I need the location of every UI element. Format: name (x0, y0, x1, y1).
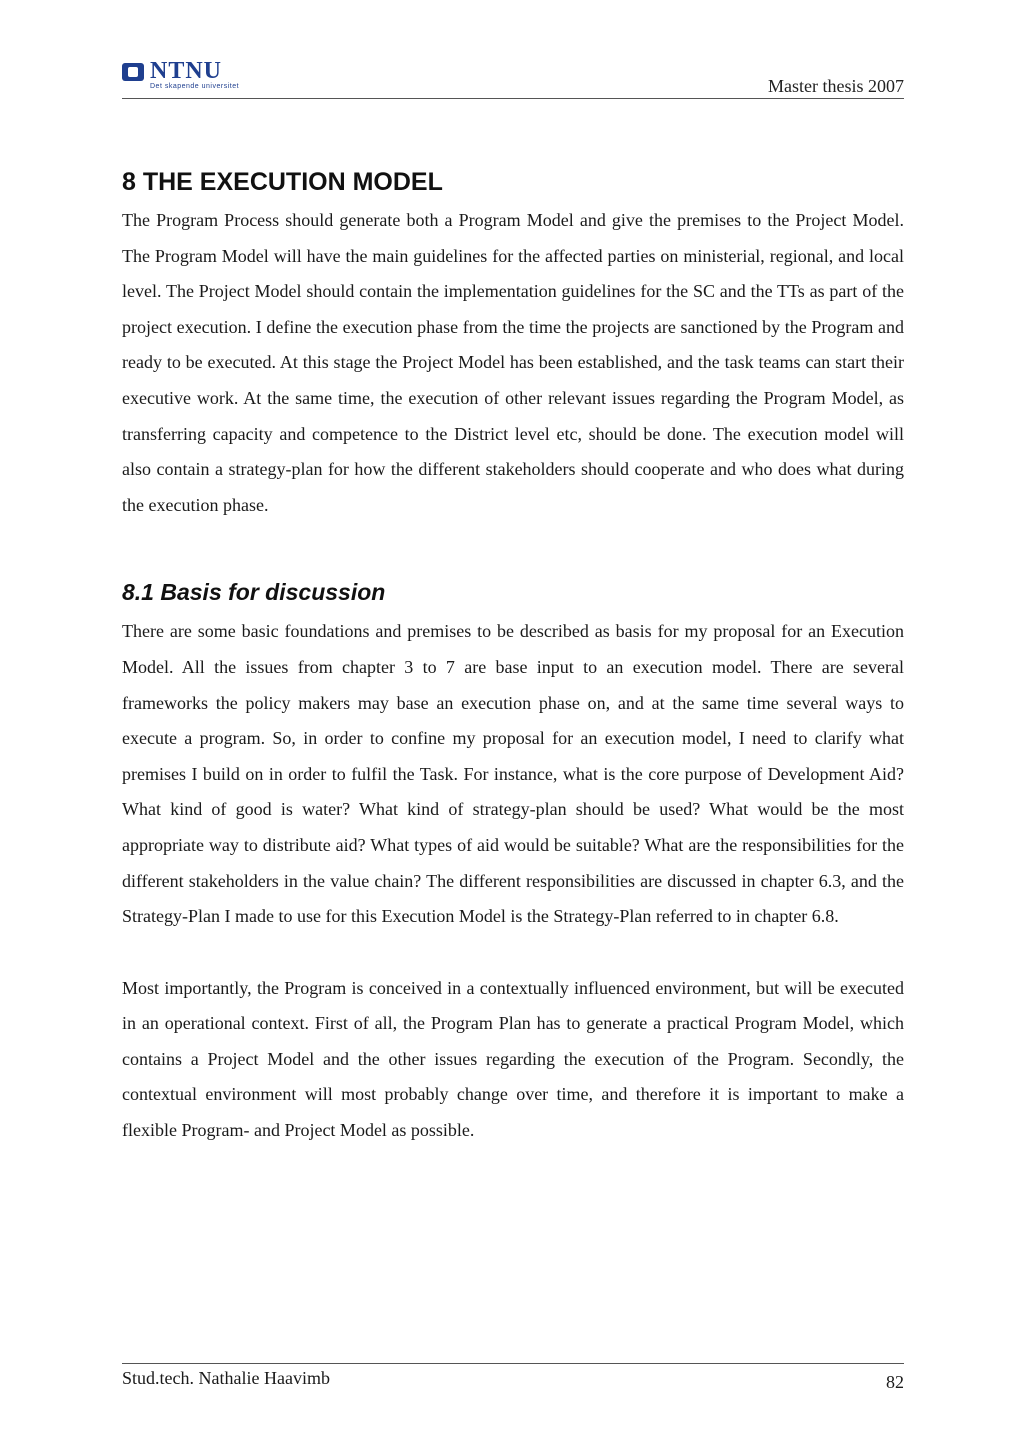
chapter-paragraph: The Program Process should generate both a Program Model and give the premises to the Project Model. The Program Model will have the main guidelines for the affected parties on ministerial, regional, and local level. The Project Model should contain the implementation guidelines for the SC and the TTs as part of the project execution. I define the execution phase from the time the projects are sanctioned by the Program and ready to be executed. At this stage the Project Model has been established, and the task teams can start their executive work. At the same time, the execution of other relevant issues regarding the Program Model, as transferring capacity and competence to the District level etc, should be done. The execution model will also contain a strategy-plan for how the different stakeholders should cooperate and who does what during the execution phase. (122, 210, 904, 515)
logo-subtitle: Det skapende universitet (150, 83, 240, 90)
header-title: Master thesis 2007 (768, 76, 904, 96)
page-footer (122, 1363, 904, 1394)
section-heading: 8.1 Basis for discussion (122, 579, 386, 606)
footer-author: Stud.tech. Nathalie Haavimb (122, 1368, 330, 1388)
page-body (122, 160, 904, 1149)
ntnu-logo-icon (122, 63, 144, 81)
chapter-heading: 8 THE EXECUTION MODEL (122, 168, 443, 196)
section-paragraph-1: There are some basic foundations and premises to be described as basis for my proposal for an Execution Model. All the issues from chapter 3 to 7 are base input to an execution model. There are several frameworks the policy makers may base an execution phase on, and at the same time several ways to execute a program. So, in order to confine my proposal for an execution model, I need to clarify what premises I build on in order to fulfil the Task. For instance, what is the core purpose of Development Aid? What kind of good is water? What kind of strategy-plan should be used? What would be the most appropriate way to distribute aid? What types of aid would be suitable? What are the responsibilities for the different stakeholders in the value chain? The different responsibilities are discussed in chapter 6.3, and the Strategy-Plan I made to use for this Execution Model is the Strategy-Plan referred to in chapter 6.8. (122, 621, 904, 927)
section-paragraph-2: Most importantly, the Program is conceived in a contextually influenced environment, but will be executed in an operational context. First of all, the Program Plan has to generate a practical Program Model, which contains a Project Model and the other issues regarding the execution of the Program. Secondly, the contextual environment will most probably change over time, and therefore it is important to make a flexible Program- and Project Model as possible. (122, 977, 904, 1141)
logo-name: NTNU (150, 58, 223, 84)
page-header (122, 58, 904, 99)
page-number: 82 (886, 1372, 904, 1392)
